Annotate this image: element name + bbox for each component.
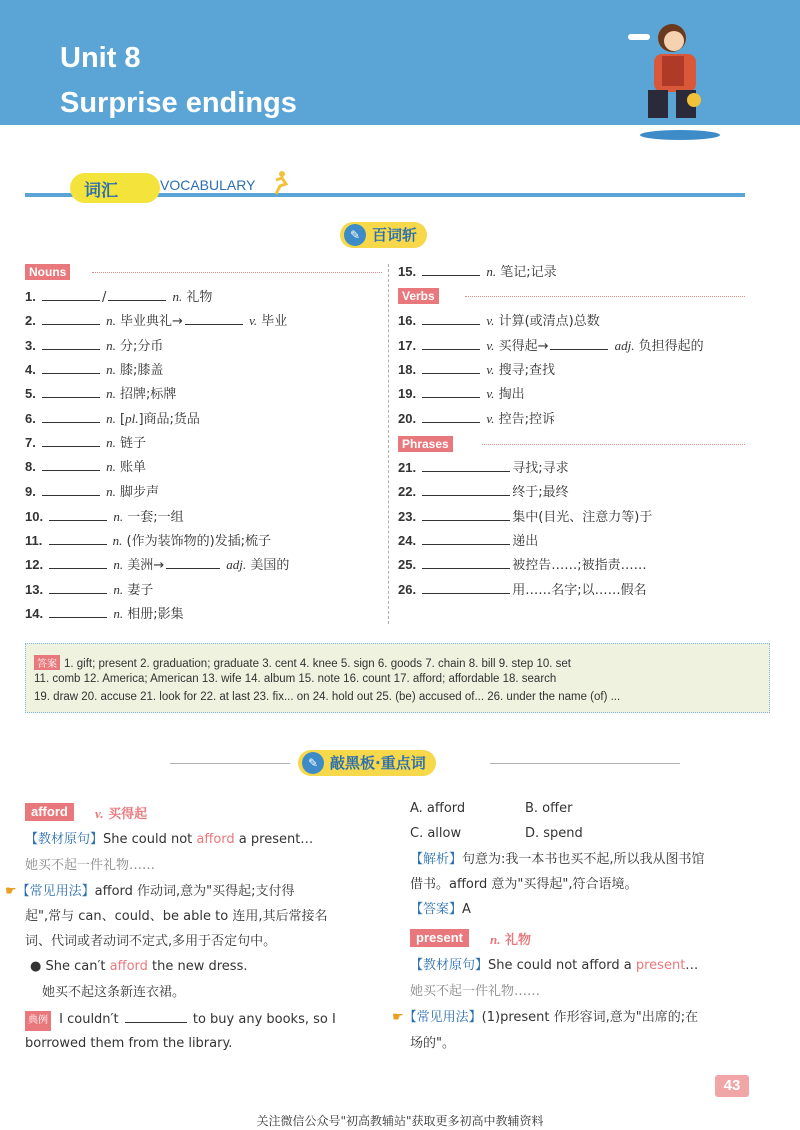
answer-blank[interactable] — [422, 311, 480, 325]
answer-blank[interactable] — [42, 336, 100, 350]
unit-title: Surprise endings — [60, 87, 297, 119]
answer-blank[interactable] — [422, 580, 510, 594]
answer-blank[interactable] — [49, 555, 107, 569]
cartoon-figure-icon — [610, 10, 750, 150]
answer-blank[interactable] — [166, 555, 220, 569]
answer-tag: 答案 — [34, 655, 60, 670]
example-sentence: ● She can′t afford the new dress. — [30, 959, 248, 974]
vocab-item-3: 3. n. 分;分币 — [25, 338, 164, 354]
option-b[interactable]: B. offer — [525, 801, 573, 816]
vocab-item-23: 23. 集中(目光、注意力等)于 — [398, 509, 653, 525]
section-rule-right — [490, 763, 680, 764]
answer-blank[interactable] — [42, 384, 100, 398]
vocab-item-6: 6. n. [pl.]商品;货品 — [25, 411, 200, 427]
category-verbs: Verbs — [398, 288, 439, 304]
section-rule-left — [170, 763, 290, 764]
unit-number: Unit 8 — [60, 42, 141, 74]
vocab-item-18: 18. v. 搜寻;查找 — [398, 362, 555, 378]
page-number: 43 — [715, 1075, 749, 1097]
present-textbook-sentence: 【教材原句】She could not afford a present… — [410, 958, 699, 973]
usage-line-2: 起",常与 can、could、be able to 连用,其后常接名 — [25, 909, 328, 924]
dotted-rule — [465, 296, 745, 297]
pen-icon: ✎ — [344, 224, 366, 246]
vocab-item-11: 11. n. (作为装饰物的)发插;梳子 — [25, 533, 272, 549]
usage-line-1: ☛【常见用法】afford 作动词,意为"买得起;支付得 — [5, 882, 295, 902]
answer-blank[interactable] — [49, 531, 107, 545]
option-c[interactable]: C. allow — [410, 826, 462, 841]
vocabulary-badge — [70, 173, 160, 203]
present-textbook-translation: 她买不起一件礼物…… — [410, 984, 541, 999]
vocab-item-24: 24. 递出 — [398, 533, 539, 549]
section-title-words — [340, 222, 427, 248]
option-a[interactable]: A. afford — [410, 801, 466, 816]
category-nouns: Nouns — [25, 264, 70, 280]
present-usage-line-2: 场的"。 — [410, 1036, 455, 1051]
vocab-item-1: 1. / n. 礼物 — [25, 289, 213, 305]
answer-blank[interactable] — [422, 360, 480, 374]
vocab-item-12: 12. n. 美洲→ adj. 美国的 — [25, 557, 290, 573]
vocab-item-22: 22. 终于;最终 — [398, 484, 569, 500]
keyword-afford: afford — [25, 803, 74, 821]
section-title-key-words — [298, 750, 436, 776]
answer-blank[interactable] — [49, 604, 107, 618]
footer-note: 关注微信公众号"初高教辅站"获取更多初高中教辅资料 — [256, 1114, 544, 1128]
vocab-item-14: 14. n. 相册;影集 — [25, 606, 184, 622]
analysis-line-2: 借书。afford 意为"买得起",符合语境。 — [410, 877, 638, 892]
keyword-afford-def: v. 买得起 — [95, 806, 148, 822]
answer-blank[interactable] — [422, 458, 510, 472]
answer-blank[interactable] — [422, 531, 510, 545]
answer-blank[interactable] — [422, 262, 480, 276]
answer-line-1: 答案 1. gift; present 2. graduation; graduate 3. cent 4. knee 5. sign 6. goods 7. chain 8. bill 9. step 10. set — [34, 655, 571, 670]
vocab-item-7: 7. n. 链子 — [25, 435, 147, 451]
answer-blank[interactable] — [49, 580, 107, 594]
answer-blank[interactable] — [422, 555, 510, 569]
answer-line: 【答案】A — [410, 902, 471, 917]
pointing-hand-icon: ☛ — [392, 1010, 404, 1025]
vocabulary-cn: 词汇 — [84, 181, 118, 201]
example-translation: 她买不起这条新连衣裙。 — [42, 985, 186, 1000]
answer-blank[interactable] — [422, 336, 480, 350]
vocab-item-9: 9. n. 脚步声 — [25, 484, 160, 500]
vocab-item-16: 16. v. 计算(或清点)总数 — [398, 313, 600, 329]
vocab-item-2: 2. n. 毕业典礼→ v. 毕业 — [25, 313, 288, 329]
vocab-item-17: 17. v. 买得起→ adj. 负担得起的 — [398, 338, 704, 354]
vocab-item-8: 8. n. 账单 — [25, 459, 147, 475]
answer-box — [25, 643, 770, 713]
pen-icon: ✎ — [302, 752, 324, 774]
textbook-sentence: 【教材原句】She could not afford a present… — [25, 832, 314, 847]
keyword-present: present — [410, 929, 469, 947]
exercise-blank[interactable] — [125, 1009, 187, 1023]
answer-blank[interactable] — [49, 507, 107, 521]
answer-blank[interactable] — [42, 287, 100, 301]
usage-line-3: 词、代词或者动词不定式,多用于否定句中。 — [25, 934, 277, 949]
answer-blank[interactable] — [185, 311, 243, 325]
vocab-item-10: 10. n. 一套;一组 — [25, 509, 184, 525]
answer-blank[interactable] — [42, 482, 100, 496]
section-title-text: 敲黑板·重点词 — [330, 754, 426, 772]
answer-line-3: 19. draw 20. accuse 21. look for 22. at last 23. fix... on 24. hold out 25. (be) accused of... 26. under the name (of) ... — [34, 691, 621, 703]
exercise-question-line-2: borrowed them from the library. — [25, 1036, 233, 1051]
keyword-present-def: n. 礼物 — [490, 932, 532, 948]
dotted-rule — [482, 444, 745, 445]
runner-icon — [268, 170, 292, 196]
answer-blank[interactable] — [422, 409, 480, 423]
answer-blank[interactable] — [422, 507, 510, 521]
vocab-item-5: 5. n. 招牌;标牌 — [25, 386, 177, 402]
present-usage-line-1: ☛【常见用法】(1)present 作形容词,意为"出席的;在 — [392, 1008, 698, 1028]
answer-blank[interactable] — [42, 360, 100, 374]
answer-blank[interactable] — [550, 336, 608, 350]
vocab-item-19: 19. v. 掏出 — [398, 386, 525, 402]
answer-blank[interactable] — [42, 457, 100, 471]
answer-line-2: 11. comb 12. America; American 13. wife 14. album 15. note 16. count 17. afford; affordable 18. search — [34, 673, 557, 685]
textbook-translation: 她买不起一件礼物…… — [25, 858, 156, 873]
pointing-hand-icon: ☛ — [5, 884, 17, 899]
dotted-rule — [92, 272, 382, 273]
exercise-question: 典例 I couldn′t to buy any books, so I — [25, 1009, 336, 1031]
vocab-item-25: 25. 被控告……;被指责…… — [398, 557, 647, 573]
vocab-item-15: 15. n. 笔记;记录 — [398, 264, 557, 280]
option-d[interactable]: D. spend — [525, 826, 583, 841]
answer-blank[interactable] — [42, 311, 100, 325]
vocab-item-21: 21. 寻找;寻求 — [398, 460, 569, 476]
analysis-line-1: 【解析】句意为:我一本书也买不起,所以我从图书馆 — [410, 852, 705, 867]
vocab-item-13: 13. n. 妻子 — [25, 582, 154, 598]
vocab-item-20: 20. v. 控告;控诉 — [398, 411, 555, 427]
answer-blank[interactable] — [422, 384, 480, 398]
answer-blank[interactable] — [108, 287, 166, 301]
vocab-item-4: 4. n. 膝;膝盖 — [25, 362, 164, 378]
vocabulary-en: VOCABULARY — [160, 177, 256, 193]
category-phrases: Phrases — [398, 436, 453, 452]
answer-blank[interactable] — [42, 433, 100, 447]
answer-blank[interactable] — [42, 409, 100, 423]
answer-blank[interactable] — [422, 482, 510, 496]
example-tag: 典例 — [25, 1011, 51, 1031]
column-divider — [388, 264, 389, 624]
vocab-item-26: 26. 用……名字;以……假名 — [398, 582, 647, 598]
section-title-text: 百词斩 — [372, 226, 418, 244]
